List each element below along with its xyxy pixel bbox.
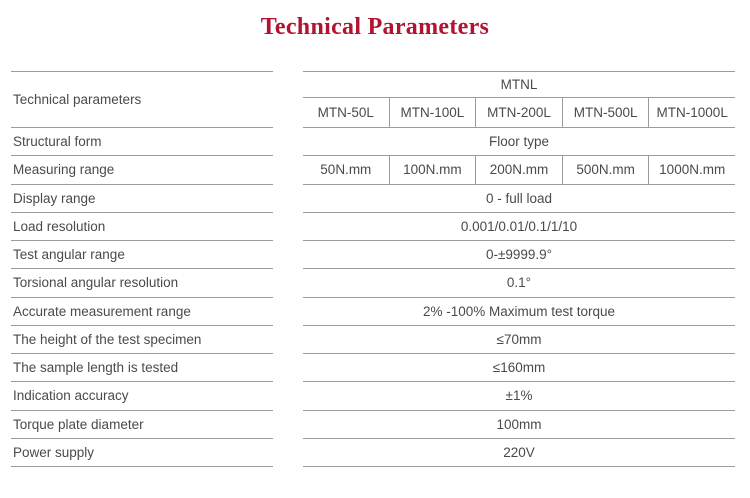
row-value-accurate-measurement-range: 2% -100% Maximum test torque bbox=[303, 298, 735, 326]
row-value-load-resolution: 0.001/0.01/0.1/1/10 bbox=[303, 213, 735, 241]
page-title: Technical Parameters bbox=[260, 14, 490, 40]
parameter-value-column bbox=[303, 71, 735, 467]
row-value-test-angular-range: 0-±9999.9° bbox=[303, 241, 735, 269]
spec-table bbox=[11, 71, 735, 467]
row-value-structural-form: Floor type bbox=[303, 128, 735, 156]
row-label-test-specimen-height: The height of the test specimen bbox=[11, 326, 273, 354]
row-label-indication-accuracy: Indication accuracy bbox=[11, 382, 273, 410]
row-value-test-specimen-height: ≤70mm bbox=[303, 326, 735, 354]
row-value-power-supply: 220V bbox=[303, 439, 735, 467]
model-name-cell: MTN-100L bbox=[389, 98, 476, 127]
row-label-technical-parameters: Technical parameters bbox=[11, 72, 273, 128]
row-value-sample-length: ≤160mm bbox=[303, 354, 735, 382]
model-name-cell: MTN-1000L bbox=[648, 98, 735, 127]
measuring-range-cell: 500N.mm bbox=[562, 156, 649, 183]
measuring-range-cell: 100N.mm bbox=[389, 156, 476, 183]
row-value-torsional-angular-resolution: 0.1° bbox=[303, 269, 735, 297]
row-value-indication-accuracy: ±1% bbox=[303, 382, 735, 410]
row-label-test-angular-range: Test angular range bbox=[11, 241, 273, 269]
model-name-cell: MTN-500L bbox=[562, 98, 649, 127]
row-label-structural-form: Structural form bbox=[11, 128, 273, 156]
model-header-row bbox=[303, 98, 735, 128]
brand-name-cell: MTNL bbox=[303, 72, 735, 98]
measuring-range-row bbox=[303, 156, 735, 184]
row-label-power-supply: Power supply bbox=[11, 439, 273, 467]
model-name-cell: MTN-50L bbox=[317, 105, 374, 120]
measuring-range-cell: 50N.mm bbox=[320, 162, 372, 178]
row-value-torque-plate-diameter: 100mm bbox=[303, 411, 735, 439]
measuring-range-cell: 200N.mm bbox=[475, 156, 562, 183]
row-label-load-resolution: Load resolution bbox=[11, 213, 273, 241]
row-label-display-range: Display range bbox=[11, 185, 273, 213]
row-label-measuring-range: Measuring range bbox=[11, 156, 273, 184]
parameter-name-column bbox=[11, 71, 273, 467]
measuring-range-cell: 1000N.mm bbox=[648, 156, 735, 183]
row-label-accurate-measurement-range: Accurate measurement range bbox=[11, 298, 273, 326]
row-label-sample-length: The sample length is tested bbox=[11, 354, 273, 382]
row-value-display-range: 0 - full load bbox=[303, 185, 735, 213]
model-name-cell: MTN-200L bbox=[475, 98, 562, 127]
row-label-torsional-angular-resolution: Torsional angular resolution bbox=[11, 269, 273, 297]
row-label-torque-plate-diameter: Torque plate diameter bbox=[11, 411, 273, 439]
